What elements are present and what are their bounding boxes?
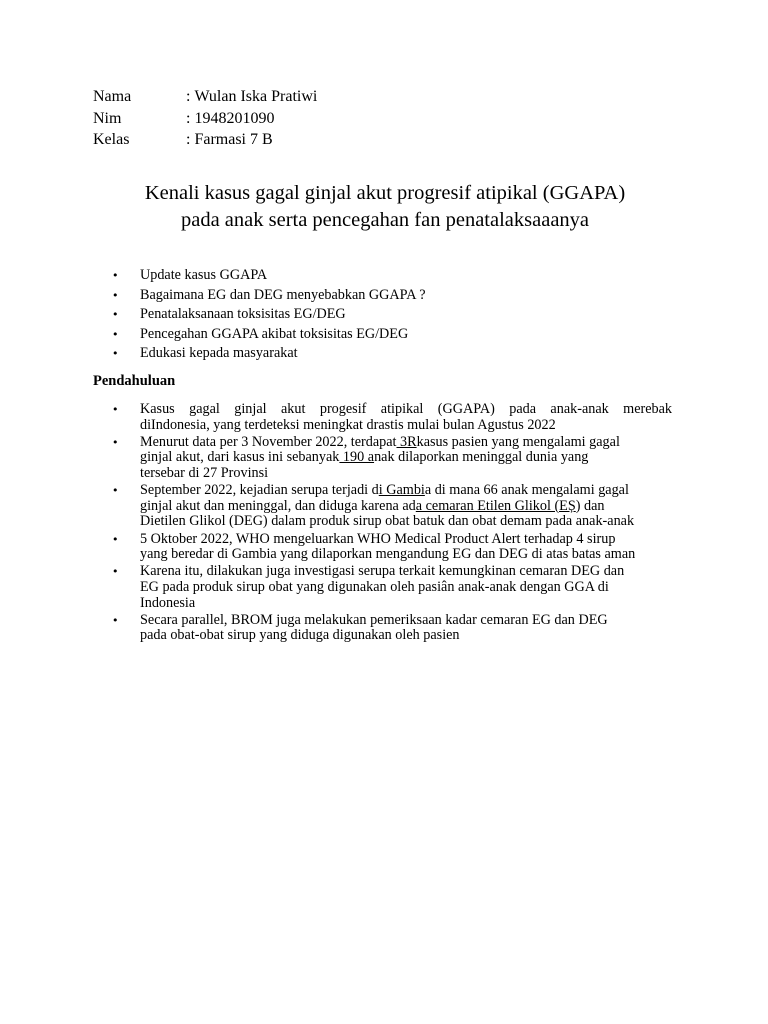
intro-line: Dietilen Glikol (DEG) dalam produk sirup obat batuk dan obat demam pada anak-anak <box>140 513 635 530</box>
title-line-2: pada anak serta pencegahan fan penatalaksaaanya <box>180 209 590 231</box>
topic-text: Penatalaksanaan toksisitas EG/DEG <box>140 306 346 322</box>
identity-row-name <box>93 86 317 108</box>
bullet-icon: • <box>112 435 119 449</box>
intro-line <box>140 499 672 515</box>
bullet-icon: • <box>112 403 119 416</box>
identity-value: 1948201090 <box>194 109 275 127</box>
topic-item <box>112 305 426 325</box>
intro-line: EG pada produk sirup obat yang digunakan oleh pasiân anak-anak dengan GGA di <box>140 578 609 595</box>
intro-item <box>112 483 672 530</box>
bullet-icon: • <box>112 565 119 579</box>
bullet-icon: • <box>112 347 119 360</box>
intro-line: yang beredar di Gambia yang dilaporkan mengandung EG dan DEG di atas batas aman <box>140 546 636 563</box>
underlined-text: a cemaran Etilen Glikol (EȘ <box>415 497 576 514</box>
intro-list <box>112 402 672 645</box>
topic-text: Bagaimana EG dan DEG menyebabkan GGAPA ? <box>140 286 426 303</box>
intro-line <box>140 435 672 451</box>
identity-row-nim <box>93 108 317 130</box>
bullet-icon: • <box>112 308 119 321</box>
intro-text: Menurut data per 3 November 2022, terdapat <box>140 433 397 450</box>
identity-separator: : <box>186 88 191 105</box>
intro-item <box>112 435 672 482</box>
intro-item <box>112 402 672 433</box>
topic-item <box>112 286 426 306</box>
identity-label: Nim <box>93 109 122 127</box>
intro-line <box>140 450 672 466</box>
topics-list <box>112 266 426 364</box>
topic-text: Update kasus GGAPA <box>140 267 268 283</box>
intro-text: kasus pasien yang mengalami gagal <box>416 433 620 450</box>
intro-text: ginjal akut, dari kasus ini sebanyak <box>140 449 340 466</box>
bullet-icon: • <box>112 613 119 627</box>
intro-text: nak dilaporkan meninggal dunia yang <box>374 449 589 466</box>
bullet-icon: • <box>112 484 119 498</box>
intro-line: diIndonesia, yang terdeteksi meningkat drastis mulai bulan Agustus 2022 <box>140 416 556 433</box>
title-line-1: Kenali kasus gagal ginjal akut progresif atipikal (GGAPA) <box>144 182 626 204</box>
identity-separator: : <box>186 109 191 127</box>
bullet-icon: • <box>112 327 119 341</box>
student-identity-block <box>93 86 317 151</box>
bullet-icon: • <box>112 269 119 282</box>
intro-line: pada obat-obat sirup yang diduga digunakan oleh pasien <box>140 627 460 644</box>
bullet-icon: • <box>112 288 119 302</box>
topic-item <box>112 344 426 364</box>
intro-item <box>112 532 672 563</box>
intro-line: 5 Oktober 2022, WHO mengeluarkan WHO Medical Product Alert terhadap 4 sirup <box>140 530 616 547</box>
intro-text: ginjal akut dan meninggal, dan diduga karena ad <box>140 497 416 514</box>
section-heading-pendahuluan: Pendahuluan <box>93 373 176 389</box>
underlined-text: 3R <box>396 433 417 450</box>
intro-text: a di mana 66 anak mengalami gagal <box>424 482 629 499</box>
intro-line <box>140 483 672 499</box>
intro-line: Secara parallel, BROM juga melakukan pemeriksaan kadar cemaran EG dan DEG <box>140 611 608 628</box>
intro-item <box>112 564 672 611</box>
identity-label: Kelas <box>93 131 130 148</box>
identity-label: Nama <box>93 88 132 105</box>
identity-value: Wulan Iska Pratiwi <box>194 88 318 105</box>
identity-row-class <box>93 129 317 151</box>
topic-item <box>112 266 426 286</box>
intro-item <box>112 613 672 644</box>
intro-text: September 2022, kejadian serupa terjadi d <box>140 482 379 499</box>
intro-line: Indonesia <box>140 594 196 611</box>
identity-value: Farmasi 7 B <box>194 131 273 148</box>
intro-line: Karena itu, dilakukan juga investigasi serupa terkait kemungkinan cemaran DEG dan <box>140 563 625 580</box>
intro-text: ) dan <box>575 497 605 514</box>
topic-text: Edukasi kepada masyarakat <box>140 345 298 361</box>
identity-separator: : <box>186 131 191 148</box>
intro-line: Kasus gagal ginjal akut progesif atipikal (GGAPA) pada anak-anak merebak <box>140 401 672 417</box>
topic-text: Pencegahan GGAPA akibat toksisitas EG/DEG <box>140 325 409 342</box>
underlined-text: i Gambi <box>378 482 425 499</box>
intro-line: tersebar di 27 Provinsi <box>140 464 269 481</box>
underlined-text: 190 a <box>339 449 375 466</box>
document-title <box>60 180 710 234</box>
topic-item <box>112 325 426 345</box>
bullet-icon: • <box>112 532 119 546</box>
